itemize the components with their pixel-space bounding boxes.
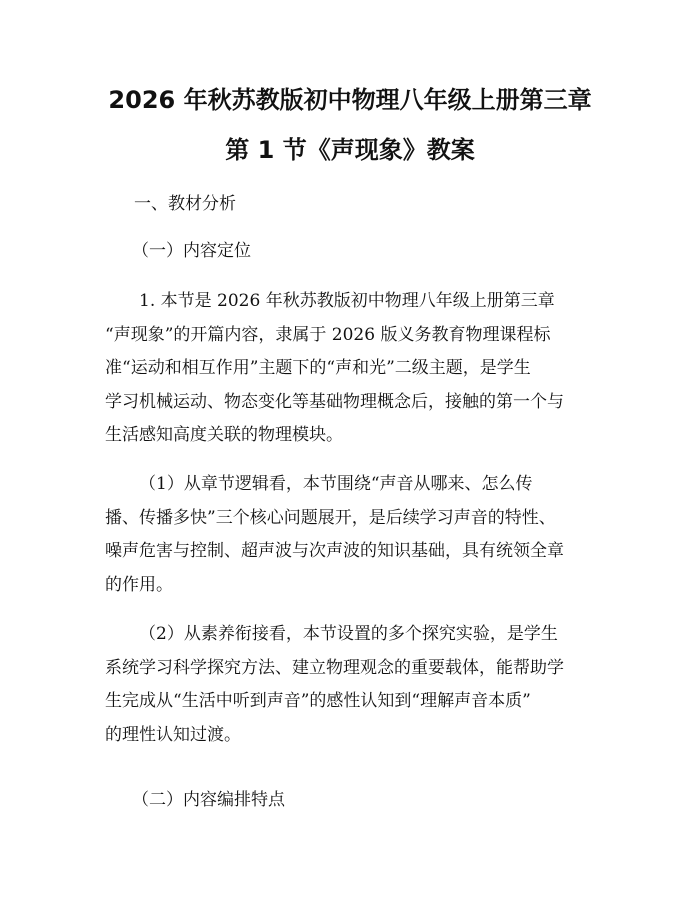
paragraph-line: 的理性认知过渡。 xyxy=(105,724,241,745)
document-title-line-1: 2026 年秋苏教版初中物理八年级上册第三章 xyxy=(108,86,592,114)
paragraph-chapter-logic xyxy=(105,468,605,602)
paragraph-literacy-connection xyxy=(105,618,605,752)
paragraph-line: 生活感知高度关联的物理模块。 xyxy=(105,425,343,445)
paragraph-line: 噪声危害与控制、超声波与次声波的知识基础，具有统领全章 xyxy=(105,541,564,561)
subsection-heading-content-arrangement: （二）内容编排特点 xyxy=(132,790,285,810)
document-title-line-2: 第 1 节《声现象》教案 xyxy=(225,136,475,164)
paragraph-line: 1. 本节是 2026 年秋苏教版初中物理八年级上册第三章 xyxy=(139,291,555,311)
paragraph-line: （2）从素养衔接看，本节设置的多个探究实验，是学生 xyxy=(139,624,558,644)
paragraph-line: 学习机械运动、物态变化等基础物理概念后，接触的第一个与 xyxy=(105,391,564,412)
paragraph-line: “声现象”的开篇内容，隶属于 2026 版义务教育物理课程标 xyxy=(105,324,551,345)
paragraph-line: 播、传播多快”三个核心问题展开，是后续学习声音的特性、 xyxy=(105,507,556,528)
paragraph-line: 的作用。 xyxy=(105,574,173,595)
subsection-heading-content-positioning: （一）内容定位 xyxy=(132,241,251,261)
paragraph-chapter-position xyxy=(105,285,605,453)
section-heading-textbook-analysis: 一、教材分析 xyxy=(134,194,236,214)
paragraph-line: 系统学习科学探究方法、建立物理观念的重要载体，能帮助学 xyxy=(105,657,564,678)
paragraph-line: 生完成从“生活中听到声音”的感性认知到“理解声音本质” xyxy=(105,691,531,711)
paragraph-line: 准“运动和相互作用”主题下的“声和光”二级主题，是学生 xyxy=(105,358,531,378)
paragraph-line: （1）从章节逻辑看，本节围绕“声音从哪来、怎么传 xyxy=(139,474,533,494)
